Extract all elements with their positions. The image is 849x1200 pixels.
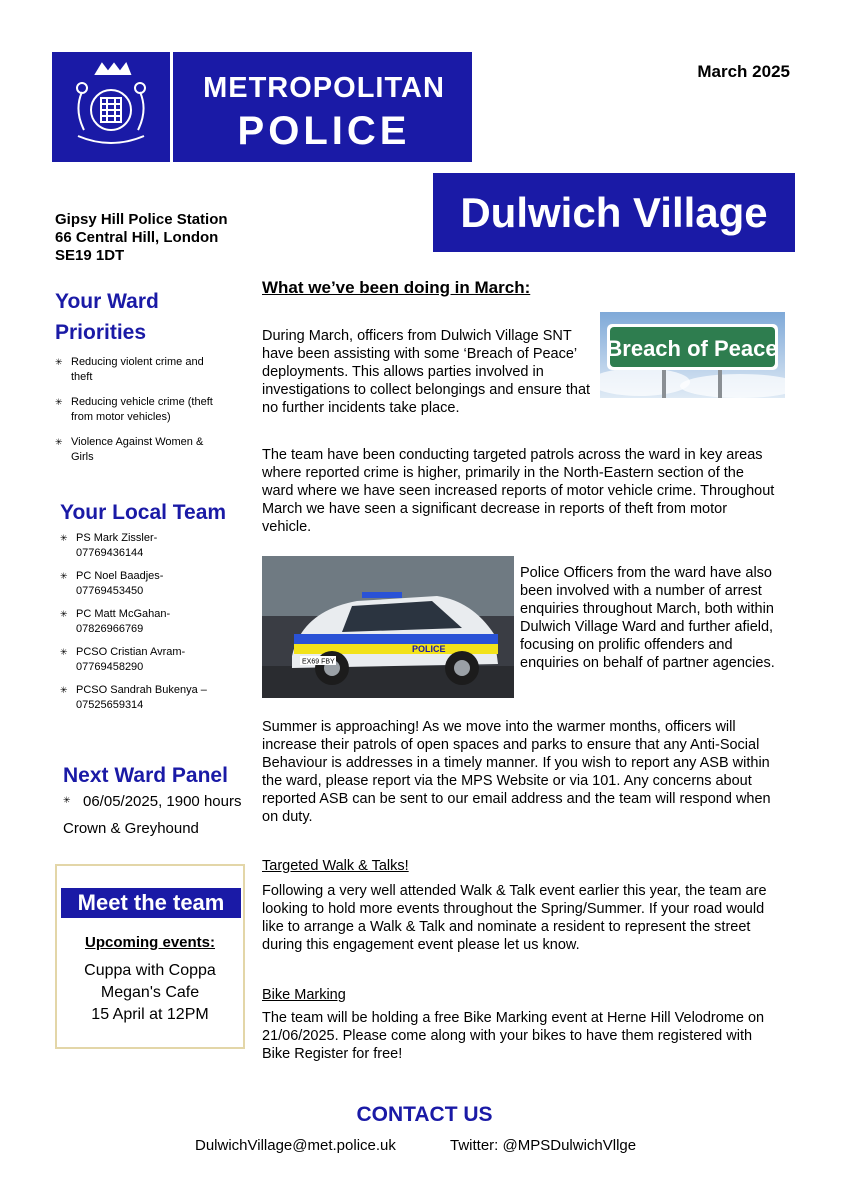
contact-heading: CONTACT US — [356, 1103, 493, 1126]
team-member — [60, 531, 240, 561]
bullet-star-icon: ✳ — [63, 795, 71, 805]
member-name: ✳ PS Mark Zissler- — [76, 532, 158, 544]
priority-item: ✳ Violence Against Women & Girls — [55, 435, 220, 465]
contact-email[interactable]: DulwichVillage@met.police.uk — [195, 1137, 396, 1154]
ward-title: Dulwich Village — [433, 173, 795, 252]
team-member — [60, 569, 240, 599]
member-phone: 07525659314 — [76, 699, 144, 711]
event-line1: Cuppa with Coppa — [84, 962, 216, 979]
team-heading: Your Local Team — [60, 501, 227, 524]
member-phone: 07769436144 — [76, 547, 144, 559]
bike-marking-paragraph: The team will be holding a free Bike Marking event at Herne Hill Velodrome on 21/06/2025. Please come along with your bikes to have them registered with Bike Register for free! — [262, 1010, 765, 1062]
priorities-heading-line2: Priorities — [55, 321, 147, 344]
walk-talk-paragraph: Following a very well attended Walk & Talk event earlier this year, the team are looking to hold more events throughout the Spring/Summer. If your road would like to arrange a Walk & Talk and nominate a resident to represent the street during this engagement event please let us know. — [262, 883, 767, 953]
member-name: ✳ PC Matt McGahan- — [76, 608, 171, 620]
breach-paragraph: During March, officers from Dulwich Village SNT have been assisting with some ‘Breach of Peace’ deployments. This allows parties involved in investigations to collect belongings and ensure that no further incidents take place. — [262, 328, 591, 416]
team-member — [60, 645, 240, 675]
main-heading: What we’ve been doing in March: — [262, 278, 531, 297]
team-member — [60, 607, 240, 637]
sign-text: Breach of Peace — [606, 336, 778, 361]
meet-banner: Meet the team — [61, 888, 241, 918]
address-line1: Gipsy Hill Police Station — [55, 211, 228, 228]
logo-divider — [170, 52, 173, 162]
member-name: ✳ PCSO Cristian Avram- — [76, 646, 186, 658]
address-line3: SE19 1DT — [55, 247, 125, 264]
crest-icon — [52, 52, 170, 162]
walk-talk-heading: Targeted Walk & Talks! — [262, 858, 409, 874]
org-name-line1: METROPOLITAN — [203, 72, 445, 104]
priority-item: ✳ Reducing violent crime and theft — [55, 355, 220, 385]
car-livery-text: POLICE — [412, 644, 446, 654]
team-member — [60, 683, 240, 713]
priorities-heading-line1: Your Ward — [55, 290, 159, 313]
police-car-image — [262, 556, 514, 698]
patrols-paragraph: The team have been conducting targeted patrols across the ward in key areas where reported crime is higher, primarily in the North-Eastern section of the ward where we have seen increased reports of motor vehicle crime. Throughout March we have seen a significant decrease in reports of theft from motor vehicle. — [262, 447, 775, 535]
priorities-list — [55, 355, 220, 475]
panel-venue: Crown & Greyhound — [63, 820, 199, 837]
member-name: ✳ PCSO Sandrah Bukenya – — [76, 684, 207, 696]
station-address — [55, 211, 228, 265]
priority-item: ✳ Reducing vehicle crime (theft from motor vehicles) — [55, 395, 220, 425]
member-phone: 07769453450 — [76, 585, 144, 597]
meet-the-team-box — [55, 864, 245, 1049]
panel-date-text: 06/05/2025, 1900 hours — [83, 793, 242, 810]
org-name-line2: POLICE — [237, 109, 411, 153]
issue-date: March 2025 — [697, 62, 790, 81]
priorities-heading — [55, 286, 215, 348]
member-phone: 07769458290 — [76, 661, 144, 673]
panel-date — [63, 793, 241, 810]
bike-marking-heading: Bike Marking — [262, 987, 346, 1003]
event-line3: 15 April at 12PM — [91, 1006, 209, 1023]
panel-heading: Next Ward Panel — [63, 764, 228, 787]
breach-of-peace-sign-image — [600, 312, 785, 398]
arrests-paragraph: Police Officers from the ward have also been involved with a number of arrest enquiries throughout March, both within Dulwich Village Ward and further afield, focusing on prolific offenders and enquiries on behalf of partner agencies. — [520, 565, 775, 671]
summer-paragraph: Summer is approaching! As we move into the warmer months, officers will increase their patrols of open spaces and parks to ensure that any Anti-Social Behaviour is addresses in a timely manner. If you wish to report any ASB within the ward, please report via the MPS Website or via 101. Any concerns about reported ASB can be sent to our email address and the team will respond when on duty. — [262, 719, 771, 825]
team-list — [60, 531, 240, 721]
met-police-logo — [52, 52, 472, 162]
number-plate: EX69 FBY — [302, 658, 335, 666]
address-line2: 66 Central Hill, London — [55, 229, 219, 246]
events-subheading: Upcoming events: — [84, 934, 216, 951]
member-name: ✳ PC Noel Baadjes- — [76, 570, 164, 582]
member-phone: 07826966769 — [76, 623, 144, 635]
event-line2: Megan's Cafe — [100, 984, 200, 1001]
contact-twitter[interactable]: Twitter: @MPSDulwichVllge — [450, 1137, 637, 1154]
